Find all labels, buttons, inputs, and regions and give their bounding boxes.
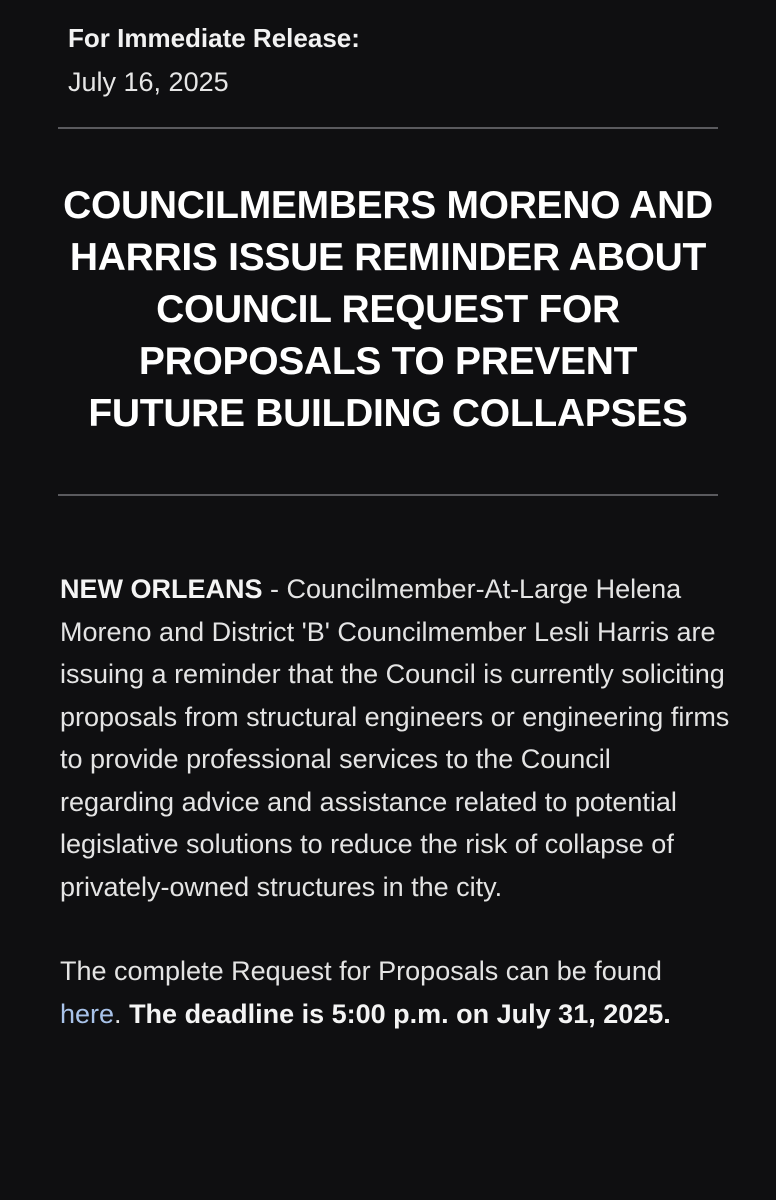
release-label: For Immediate Release: (68, 23, 360, 53)
release-info (68, 22, 718, 100)
article-body (60, 568, 730, 1035)
dateline: NEW ORLEANS (60, 574, 263, 604)
release-date: July 16, 2025 (68, 67, 229, 97)
paragraph-1 (60, 568, 730, 908)
paragraph-2-post: . (114, 998, 130, 1029)
top-divider (58, 127, 718, 129)
rfp-link[interactable]: here (60, 998, 115, 1029)
bottom-divider (58, 494, 718, 496)
deadline-text: The deadline is 5:00 p.m. on July 31, 2025. (129, 998, 671, 1029)
headline: COUNCILMEMBERS MORENO AND HARRIS ISSUE REMINDER ABOUT COUNCIL REQUEST FOR PROPOSALS TO PREVENT FUTURE BUILDING COLLAPSES (63, 184, 713, 435)
paragraph-2-pre: The complete Request for Proposals can be found (60, 956, 662, 986)
paragraph-2 (60, 950, 730, 1035)
dateline-separator: - (262, 574, 287, 604)
paragraph-1-text: Councilmember-At-Large Helena Moreno and District 'B' Councilmember Lesli Harris are issuing a reminder that the Council is currently soliciting proposals from structural engineers or engineering firms to provide professional services to the Council regarding advice and assistance related to potential legislative solutions to reduce the risk of collapse of privately-owned structures in the city. (60, 574, 730, 902)
